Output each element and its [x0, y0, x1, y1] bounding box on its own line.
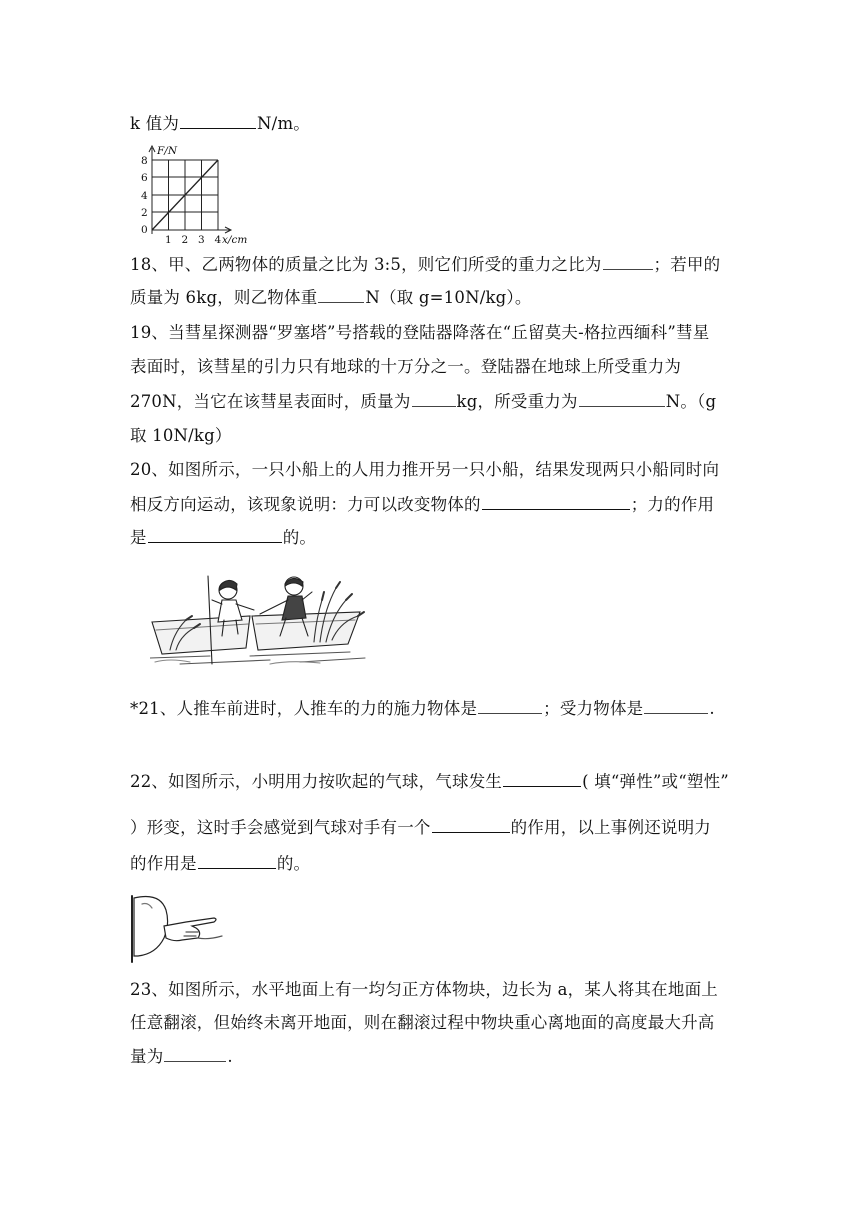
q19-blank-mass[interactable] — [412, 390, 456, 407]
q22-blank-2[interactable] — [432, 816, 510, 833]
q20-blank-1[interactable] — [482, 493, 630, 510]
q20-line-3: 是 的。 — [130, 528, 317, 547]
q22-blank-3[interactable] — [198, 852, 276, 869]
graph-xtick-3: 3 — [198, 234, 205, 246]
q17-answer-blank[interactable] — [180, 112, 256, 129]
boats-illustration — [150, 570, 370, 670]
graph-xtick-2: 2 — [181, 234, 189, 246]
graph-xtick-1: 1 — [165, 234, 172, 246]
q20-line-1: 20、如图所示，一只小船上的人用力推开另一只小船，结果发现两只小船同时向 — [130, 460, 720, 479]
q23-line-3: 量为 . — [130, 1047, 233, 1066]
q19-line-2: 表面时，该彗星的引力只有地球的十万分之一。登陆器在地球上所受重力为 — [130, 357, 682, 376]
graph-xlabel: x/cm — [222, 234, 248, 246]
hand — [164, 918, 216, 941]
graph-ylabel: F/N — [157, 145, 178, 157]
q22-line-2: ）形变，这时手会感觉到气球对手有一个 的作用，以上事例还说明力 — [130, 818, 712, 837]
q19-line-3: 270N，当它在该彗星表面时，质量为 kg，所受重力为 N。（g — [130, 392, 717, 411]
q18-line-1: 18、甲、乙两物体的质量之比为 3:5，则它们所受的重力之比为 ；若甲的 — [130, 255, 721, 274]
graph-xtick-4: 4 — [214, 234, 222, 246]
q21-line: *21、人推车前进时，人推车的力的施力物体是 ；受力物体是 . — [130, 699, 715, 718]
graph-ytick-8: 8 — [141, 155, 148, 167]
force-extension-graph — [128, 142, 278, 246]
balloon — [134, 897, 168, 957]
q19-blank-weight[interactable] — [579, 390, 665, 407]
q19-line-1: 19、当彗星探测器“罗塞塔”号搭载的登陆器降落在“丘留莫夫-格拉西缅科”彗星 — [130, 323, 710, 342]
q21-blank-2[interactable] — [644, 697, 708, 714]
graph-ytick-2: 2 — [141, 207, 148, 219]
graph-ytick-4: 4 — [141, 190, 148, 202]
q22-blank-1[interactable] — [503, 770, 581, 787]
q23-line-2: 任意翻滚，但始终未离开地面，则在翻滚过程中物块重心离地面的高度最大升高 — [130, 1013, 715, 1032]
q18-blank-2[interactable] — [318, 286, 364, 303]
q22-line-3: 的作用是 的。 — [130, 854, 311, 873]
left-boat — [152, 616, 250, 654]
graph-ytick-6: 6 — [141, 172, 148, 184]
q19-line-4: 取 10N/kg） — [130, 426, 232, 445]
q20-blank-2[interactable] — [148, 526, 282, 543]
q18-line-2: 质量为 6kg，则乙物体重 N（取 g=10N/kg）。 — [130, 288, 532, 307]
q18-blank-1[interactable] — [603, 253, 653, 270]
q20-line-2: 相反方向运动，该现象说明：力可以改变物体的 ；力的作用 — [130, 495, 715, 514]
balloon-illustration — [126, 892, 230, 964]
graph-ytick-0: 0 — [141, 224, 148, 236]
q22-line-1: 22、如图所示，小明用力按吹起的气球，气球发生 ( 填“弹性”或“塑性” — [130, 772, 729, 791]
q17-tail-line: k 值为 N/m。 — [130, 114, 310, 133]
q23-blank[interactable] — [164, 1045, 226, 1062]
q23-line-1: 23、如图所示，水平地面上有一均匀正方体物块，边长为 a，某人将其在地面上 — [130, 980, 718, 999]
q21-blank-1[interactable] — [478, 697, 542, 714]
